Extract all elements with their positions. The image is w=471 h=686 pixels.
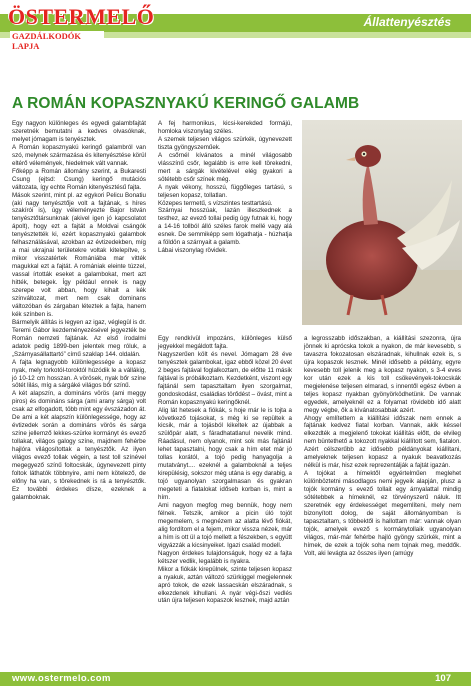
paragraph: Mikor a fiókák kirepülnek, szinte teljesen kopasz a nyakuk, aztán változó szürkiggel megjelennek apró tokok, de ezek lassacskán elszáradnak, s elkezdenek kihullani. A nyár végi-őszi vedlés után újra teljesen kopaszok lesznek, majd aztán [158, 565, 292, 605]
article-column-1 [12, 120, 146, 502]
paragraph: Mások szerint, mint pl. az egykori Pelicu Bonatiu (aki nagy tenyésztője volt a fajtának, s híres szakírói is), úgy véleményezte Bajor István tenyésztőtársunknak (akivel igen jó kapcsolatot ápolt), hogy ezt a fajtát a Moldvai csángók tenyésztették ki, ezért kopasznyakú galambok felhasználásával, azokban az évtizedekben, míg a mai ukrajnai területekre voltak kitelepítve, s mikor visszatértek Romániába mar vitték magukkal ezt a fajtát. A romániak eleinte túzzel, vassal írtották eseket a galambokat, mert azt hitték, betegek. Így például ennek is nagy szerepe volt abban, hogy kihalt a kék színváltozat, mert nem csak dominans változóban és zárgaban léteztek a fajta, hanem kék színben is. [12, 191, 146, 318]
paragraph: Lábai viszonylag rövidek. [158, 247, 228, 255]
paragraph: A fej harmonikus, kicsi-kerekded formájú, homloka viszonylag széles. [158, 120, 292, 135]
paragraph: Egy nagyon különleges és egyedi galambfajtát szeretnék bemutatni a kedves olvasóknak, melyet jómagam is tenyésztek. [12, 120, 146, 143]
article-column-2-bottom [158, 335, 292, 605]
paragraph: Ahogy említettem a kiállítási időszak nem ennek a fajtának kedvez fiatal korban. Vannak, akik késsel elkezdték a megjelenő tokokat kiállítás előtt, de elvileg nem büntethető a tokozott nyakkal kiállított sem, fiatalon. Azért célszerűbb az idősebb példányokat kiállítani, amelyeknek teljesen kopasz a nyakuk beavatkozás nélkül is már, hisz ezek reprezentálják a fajtát igazán. [304, 414, 461, 470]
paragraph: A nyak vékony, hosszú, függőleges tartású, s teljesen kopasz, tollatlan. [158, 183, 292, 199]
paragraph: A csőrnél kívánatos a minél világosabb vlásszínű csőr, legalább is erre kell törekedni, mert a sárgák kivételével elég gyakori a sötétebb csőr színek még. [158, 151, 292, 183]
logo-main-text: ÖSTERMELŐ [8, 4, 155, 29]
magazine-logo [8, 4, 155, 51]
pigeon-illustration [302, 120, 462, 325]
paragraph: Ami nagyon megfog meg bennük, hogy nem félnek. Tetszik, amikor a picin úló tojót megemelem, s megnézem az alatta lévő fiókát, alig fordítom el a fejem, mikor vissza nézek, már a hím is ott ül a tojó mellett a fészekben, s együtt vigyázzák a kicsinyeiket. Igazi család modell. [158, 502, 292, 549]
paragraph: A Román kopasznyakú keringő galambról van szó, melynek származása és kitenyésztése körül eltérő vélemények, hiedelmek vált vannak. [12, 143, 146, 167]
paragraph: A fajta legnagyobb különlegessége a kopasz nyak, mely torkotól-toroktól húzódik le a vállákig, jó 10-12 cm hosszan. A vörösek, nyak bőr színe sötét lilás, míg a sárgáké világos bőr színű. [12, 358, 146, 390]
paragraph: A szemek teljesen világos szürkék, úgynevezett tiszta gyöngyszeműek. [158, 135, 292, 151]
logo-sub-text: GAZDÁLKODÓK LAPJA [10, 31, 104, 51]
page-footer [0, 672, 471, 686]
paragraph: Szárnyai hosszúak, lazán illeszkednek a testhez, az evező tollai pedig úgy futnak ki, hogy a 14-16 tollból álló széles farok mellé vagy alá esnek. De semmiképp sem lógathatja - húzhatja a földön a szárnyait a galamb. [158, 207, 292, 247]
paragraph: Bármelyik állítás is legyen az igaz, véglegül is dr. Teremi Gábor kezdeményezésével jegyezték be Román nemzeti fajtának. Az első írodalmi adatok pedig 1899-ben jelentek meg róluk, a „Szárnyasállattartó” című szaklap 144. oldalán. [12, 318, 146, 358]
article-column-2-top [158, 120, 292, 255]
pigeon-photo [302, 120, 462, 325]
page-header [0, 0, 471, 52]
paragraph: Alig lát hetesek a fiókák, s hoje már le is tojta a következő tojásokat, s még ki se repültek a kicsik, már a tojásból kikeltek az újabbak a szülőpár alatt, s fáradhatatlanul nevelik mind. Ráadásul, nem olyanok, mint sok más fajtánál lehet tapasztalni, hogy csak a hím etet már jó tollas korától, a tojó pedig hanyagolja a mutatványt.... ezeknél a galamboknál a teljes kirepülésig, sokszor még utána is egy darabig, a tojó ugyanolyan szorgalmasan és gyakran megeteti a fiatalokat időseb korban is, mint a hím. [158, 406, 292, 502]
paragraph: A két alapszín, a domináns vörös (ami meggy piros) és domináns sárga (ami arany sárga) volt csak az elfogadott, több mint egy évszázadon át. De ami a két alapszín különlegessége, hogy az évtizedek során a domináns vörös és sárga színe jellemző lekkes-szürke kormányt és evező tollakat, világos galogy színe, majdnem fehérbe hajlóra világosítottak a tenyésztők. Az ilyen világos evező tollak végein, a test toll színével megegyező színű foltocskák, úgynevezett pinty foltok láthatók többnyire, ami nem kötelező, de előny ha van, s törekednek is rá a tenyésztők. Ez további érdekes dísze, ezeknek a galamboknak. [12, 390, 146, 501]
paragraph: A tojókat a hímektől egyértelműen meglehet különböztetni másodlagos nemi jegyeik alapján, plusz a tojók kormány s evező tollait egy árnyalattal mindig sötétebbek a hímeknél, ez törvényszerű náluk. Itt szeretnék egy érdekességet megemlíteni, mely nem bizonyított dolog, de saját állományomban is tapasztaltam, s többektől is hallottam már: vannak olyan tojók, amelyek evező s kormánytollaik ugyanolyan világos, már-már fehérbe hajló gyöngy szürkék, mint a hímek, de ezek a tojók soha nem tojnak meg, meddők. Volt, aki levágta az összes ilyen (amúgy [304, 470, 461, 557]
paragraph: Közepes termetű, s vízszintes testtartású. [158, 199, 273, 207]
paragraph: a legrosszabb időszakban, a kiállítási szezonra, újra jönnek ki aprócska tokok a nyakon, de már kevesebb, s tavaszra fokozatosan elszáradnak, kihullnak ezek is, s újra kopaszok lesznek. Minél idősebb a példány, egyre kevesebb toll jelenik meg a kopasz nyakon, s 3-4 eves kor után ezek a kis toll csökevények-tokocskák megjelenése teljesen elmarad, s innentől egész évben a teljes kopasz nyakban gyönyörködhetünk. De vannak egyedek, amelyeknél ez a folyamat rövidebb idő alatt megy végbe, ők a kívánatosabbak azért. [304, 335, 461, 414]
paragraph: Egy rendkívül impozáns, különleges külső jegyekkel megáldott fajta. [158, 335, 292, 350]
paragraph: Nagyon érdekes tulajdonságuk, hogy ez a fajta kétszer vedlik, legalább is nyakra. [158, 549, 292, 565]
page-number: 107 [435, 673, 451, 684]
section-label: Állattenyésztés [363, 15, 451, 29]
website-link[interactable]: www.ostermelo.com [12, 673, 111, 684]
article-column-3 [304, 335, 461, 558]
paragraph: Nagyszerűen költ és nevel. Jómagam 28 éve tenyésztek galambokat, igaz ebből közel 20 évet 2 beges fajtával foglalkoztam, de előtte 11 másik fajtával is próbálkoztam. Kezdetként, viszont egy fajtánál sem tapasztaltam ilyen szorgalmat, gondoskodást, családias törődést – övást, mint a Román kopasznyakú keringőknél. [158, 350, 292, 406]
article-title: A ROMÁN KOPASZNYAKÚ KERINGŐ GALAMB [12, 95, 360, 112]
paragraph: Főképp a Román állomány szerint, a Bukaresti Csung (ejtsd: Csung) keringő mutációs változata, így echte Román kitenyésztésű fajta. [12, 167, 146, 191]
